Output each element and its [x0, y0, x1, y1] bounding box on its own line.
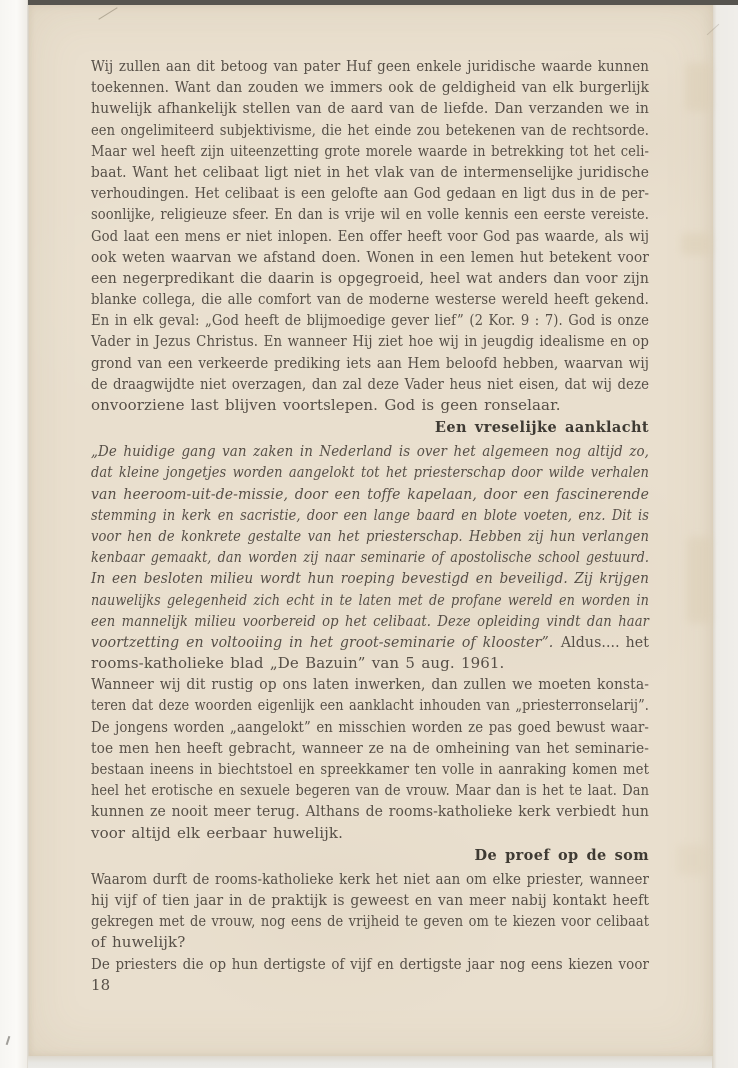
- paragraph-question: [91, 869, 649, 954]
- body-text-line: toe men hen heeft gebracht, wanneer ze na de omheining van het seminarie-: [91, 738, 649, 757]
- attribution-text: Aldus.... het: [560, 632, 649, 651]
- body-text-line: De jongens worden „aangelokt” en misschien worden ze pas goed bewust waar-: [91, 717, 649, 736]
- body-text-line: de draagwijdte niet overzagen, dan zal deze Vader heus niet eisen, dat wij deze: [91, 374, 649, 393]
- body-text-line: Wanneer wij dit rustig op ons laten inwerken, dan zullen we moeten konsta-: [91, 675, 649, 694]
- body-text-line: De priesters die op hun dertigste of vijf en dertigste jaar nog eens kiezen voor: [91, 954, 649, 973]
- body-text-line: een negerpredikant die daarin is opgegroeid, heel wat anders dan voor zijn: [91, 268, 649, 287]
- body-text-line: Vader in Jezus Christus. En wanneer Hij ziet hoe wij in jeugdig idealisme en op: [91, 332, 649, 351]
- attribution-line: rooms-katholieke blad „De Bazuin” van 5 aug. 1961.: [91, 654, 505, 673]
- body-text-line: voor altijd elk eerbaar huwelijk.: [91, 823, 343, 842]
- body-text-line: baat. Want het celibaat ligt niet in het vlak van de intermenselijke juridische: [91, 162, 649, 181]
- quote-line: In een besloten milieu wordt hun roeping bevestigd en beveiligd. Zij krijgen: [91, 569, 649, 588]
- body-text-line: grond van een verkeerde prediking iets aan Hem beloofd hebben, waarvan wij: [91, 353, 649, 372]
- quoted-paragraph: [91, 441, 649, 674]
- body-text-line: een ongelimiteerd subjektivisme, die het einde zou betekenen van de rechtsorde.: [91, 120, 649, 139]
- body-text-line: Maar wel heeft zijn uiteenzetting grote morele waarde in betrekking tot het celi-: [91, 141, 649, 160]
- paragraph-commentary: [91, 674, 649, 844]
- quote-line: nauwelijks gelegenheid zich echt in te laten met de profane wereld en worden in: [91, 590, 649, 609]
- quote-line-mixed: [91, 632, 649, 653]
- body-text-line: huwelijk afhankelijk stellen van de aard van de liefde. Dan verzanden we in: [91, 99, 649, 118]
- body-text-line: toekennen. Want dan zouden we immers ook de geldigheid van elk burgerlijk: [91, 78, 649, 97]
- text-column: [91, 56, 649, 996]
- quote-line: dat kleine jongetjes worden aangelokt tot het priesterschap door wilde verhalen: [91, 463, 649, 482]
- body-text-line: onvoorziene last blijven voortslepen. God is geen ronselaar.: [91, 396, 561, 414]
- body-text-line: Wij zullen aan dit betoog van pater Huf geen enkele juridische waarde kunnen: [91, 57, 649, 75]
- ink-bleed-mark: [681, 233, 711, 255]
- body-text-line: blanke collega, die alle comfort van de moderne westerse wereld heeft gekend.: [91, 290, 649, 309]
- section-heading-aanklacht: Een vreselijke aanklacht: [434, 419, 649, 437]
- body-text-line: hij vijf of tien jaar in de praktijk is geweest en van meer nabij kontakt heeft: [91, 890, 649, 909]
- quote-closing-text: voortzetting en voltooiing in het groot-seminarie of klooster”.: [91, 632, 554, 651]
- ink-bleed-mark: [677, 845, 707, 875]
- body-text-line: verhoudingen. Het celibaat is een gelofte aan God gedaan en ligt dus in de per-: [91, 184, 649, 203]
- body-text-line: teren dat deze woorden eigenlijk een aanklacht inhouden van „priesterronselarij”.: [91, 696, 649, 715]
- paragraph-intro: [91, 56, 649, 416]
- body-text-line: soonlijke, religieuze sfeer. En dan is vrije wil en volle kennis een eerste vereiste.: [91, 205, 649, 224]
- book-page: [28, 5, 713, 1056]
- body-text-line: ook weten waarvan we afstand doen. Wonen in een lemen hut betekent voor: [91, 247, 649, 266]
- quote-line: voor hen de konkrete gestalte van het priesterschap. Hebben zij hun verlangen: [91, 526, 649, 545]
- body-text-line: kunnen ze nooit meer terug. Althans de rooms-katholieke kerk verbiedt hun: [91, 802, 649, 821]
- ink-bleed-mark: [685, 63, 711, 111]
- body-text-line: gekregen met de vrouw, nog eens de vrijheid te geven om te kiezen voor celibaat: [91, 912, 649, 931]
- quote-line: een mannelijk milieu voorbereid op het celibaat. Deze opleiding vindt dan haar: [91, 611, 649, 630]
- body-text-line: En in elk geval: „God heeft de blijmoedige gever lief” (2 Kor. 9 : 7). God is onze: [91, 311, 649, 330]
- body-text-line: heel het erotische en sexuele begeren van de vrouw. Maar dan is het te laat. Dan: [91, 781, 649, 800]
- paper-scratch: [98, 7, 117, 20]
- body-text-line: of huwelijk?: [91, 933, 186, 952]
- quote-line: „De huidige gang van zaken in Nederland is over het algemeen nog altijd zo,: [91, 442, 649, 461]
- body-text-line: Waarom durft de rooms-katholieke kerk het niet aan om elke priester, wanneer: [91, 869, 649, 888]
- paragraph-continuation: [91, 954, 649, 975]
- body-text-line: bestaan ineens in biechtstoel en spreekkamer ten volle in aanraking komen met: [91, 760, 649, 778]
- page-number: 18: [91, 975, 111, 994]
- scan-margin-left: [0, 0, 28, 1068]
- quote-line: van heeroom-uit-de-missie, door een toffe kapelaan, door een fascinerende: [91, 484, 649, 503]
- section-heading-proef: De proef op de som: [474, 846, 649, 864]
- body-text-line: God laat een mens er niet inlopen. Een offer heeft voor God pas waarde, als wij: [91, 226, 649, 245]
- ink-bleed-mark: [687, 537, 711, 623]
- scan-margin-right: [712, 5, 738, 1068]
- quote-line: kenbaar gemaakt, dan worden zij naar seminarie of apostolische school gestuurd.: [91, 548, 649, 567]
- scan-margin-bottom: [28, 1056, 712, 1068]
- quote-line: stemming in kerk en sacristie, door een lange baard en blote voeten, enz. Dit is: [91, 505, 649, 524]
